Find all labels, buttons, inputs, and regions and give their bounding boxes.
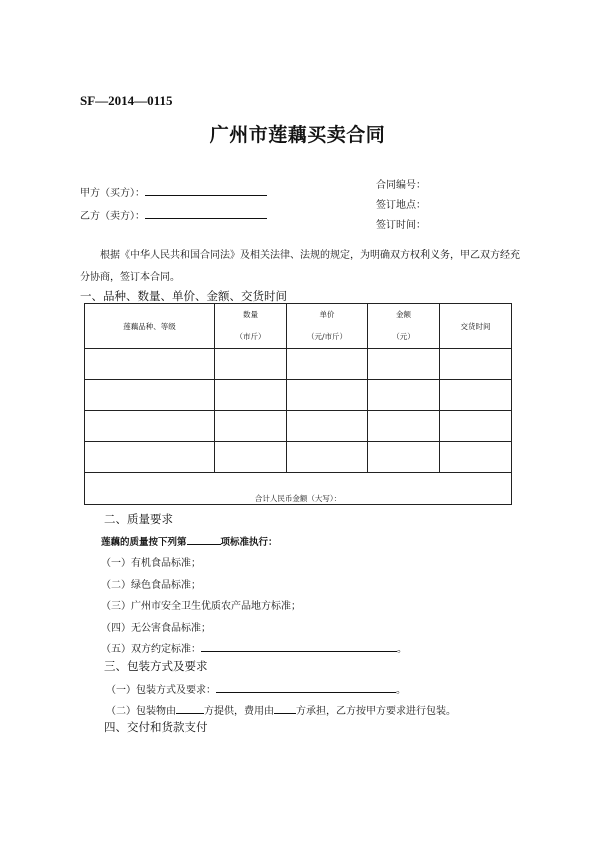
section-4-title: 四、交付和货款支付 xyxy=(104,720,208,734)
packaging-method-blank xyxy=(216,692,396,693)
sign-time-label: 签订时间： xyxy=(376,220,426,231)
party-b-blank xyxy=(145,218,267,219)
table-cell[interactable] xyxy=(368,442,440,473)
page-title: 广州市莲藕买卖合同 xyxy=(209,124,386,146)
sign-place-label: 签订地点： xyxy=(376,200,426,211)
total-amount-label: 合计人民币金额（大写）： xyxy=(85,473,512,505)
table-cell[interactable] xyxy=(287,349,368,380)
intro-paragraph: 根据《中华人民共和国合同法》及相关法律、法规的规定，为明确双方权利义务，甲乙双方经充分协商，签订本合同。 xyxy=(80,250,520,283)
table-cell[interactable] xyxy=(368,411,440,442)
table-header-row xyxy=(85,304,512,349)
contract-number-label: 合同编号： xyxy=(376,180,426,191)
table-cell[interactable] xyxy=(85,349,215,380)
table-cell[interactable] xyxy=(440,411,512,442)
table-cell[interactable] xyxy=(287,380,368,411)
document-code: SF—2014—0115 xyxy=(80,93,173,108)
quality-standard-blank xyxy=(187,544,221,545)
header-quantity: 数量 （市斤） xyxy=(215,304,287,349)
table-cell[interactable] xyxy=(215,380,287,411)
packaging-item-2-part-2: 方提供，费用由 xyxy=(204,706,274,717)
table-row xyxy=(85,411,512,442)
period-mark: 。 xyxy=(396,685,406,696)
table-cell[interactable] xyxy=(440,380,512,411)
quality-intro-part-2: 项标准执行： xyxy=(220,537,278,548)
quality-item-3: （三）广州市安全卫生优质农产品地方标准； xyxy=(101,601,301,612)
agreed-standard-blank xyxy=(201,651,397,652)
packaging-cost-blank xyxy=(274,713,296,714)
table-row xyxy=(85,380,512,411)
party-a-blank xyxy=(145,195,267,196)
table-cell[interactable] xyxy=(440,442,512,473)
header-variety: 莲藕品种、等级 xyxy=(85,304,215,349)
quality-item-5 xyxy=(101,640,407,655)
header-amount: 金额 （元） xyxy=(368,304,440,349)
goods-table xyxy=(84,303,512,505)
table-cell[interactable] xyxy=(368,380,440,411)
table-cell[interactable] xyxy=(215,442,287,473)
table-cell[interactable] xyxy=(85,411,215,442)
section-2-title: 二、质量要求 xyxy=(104,512,173,526)
period-mark: 。 xyxy=(397,644,407,655)
quality-item-2: （二）绿色食品标准； xyxy=(101,580,201,591)
packaging-item-2 xyxy=(106,702,456,717)
quality-item-1: （一）有机食品标准； xyxy=(101,558,201,569)
table-row xyxy=(85,349,512,380)
packaging-item-1-label: （一）包装方式及要求： xyxy=(106,685,216,696)
table-cell[interactable] xyxy=(85,380,215,411)
header-unit-price: 单价 （元/市斤） xyxy=(287,304,368,349)
section-3-title: 三、包装方式及要求 xyxy=(104,659,208,673)
section-1-title: 一、品种、数量、单价、金额、交货时间 xyxy=(80,289,287,303)
header-delivery-time: 交货时间 xyxy=(440,304,512,349)
table-cell[interactable] xyxy=(287,411,368,442)
party-a-row xyxy=(80,184,267,199)
quality-intro xyxy=(101,534,278,548)
table-cell[interactable] xyxy=(215,411,287,442)
packaging-provider-blank xyxy=(176,713,204,714)
table-cell[interactable] xyxy=(215,349,287,380)
quality-item-5-label: （五）双方约定标准： xyxy=(101,644,201,655)
party-b-row xyxy=(80,207,267,222)
packaging-item-2-part-1: （二）包装物由 xyxy=(106,706,176,717)
packaging-item-1 xyxy=(106,681,406,696)
quality-item-4: （四）无公害食品标准； xyxy=(101,623,211,634)
packaging-item-2-part-3: 方承担，乙方按甲方要求进行包装。 xyxy=(296,706,456,717)
table-row xyxy=(85,442,512,473)
party-b-label: 乙方（卖方）： xyxy=(80,211,145,222)
table-cell[interactable] xyxy=(368,349,440,380)
table-cell[interactable] xyxy=(440,349,512,380)
table-cell[interactable] xyxy=(85,442,215,473)
table-cell[interactable] xyxy=(287,442,368,473)
table-total-row xyxy=(85,473,512,505)
party-a-label: 甲方（买方）： xyxy=(80,188,145,199)
quality-intro-part-1: 莲藕的质量按下列第 xyxy=(101,537,187,548)
